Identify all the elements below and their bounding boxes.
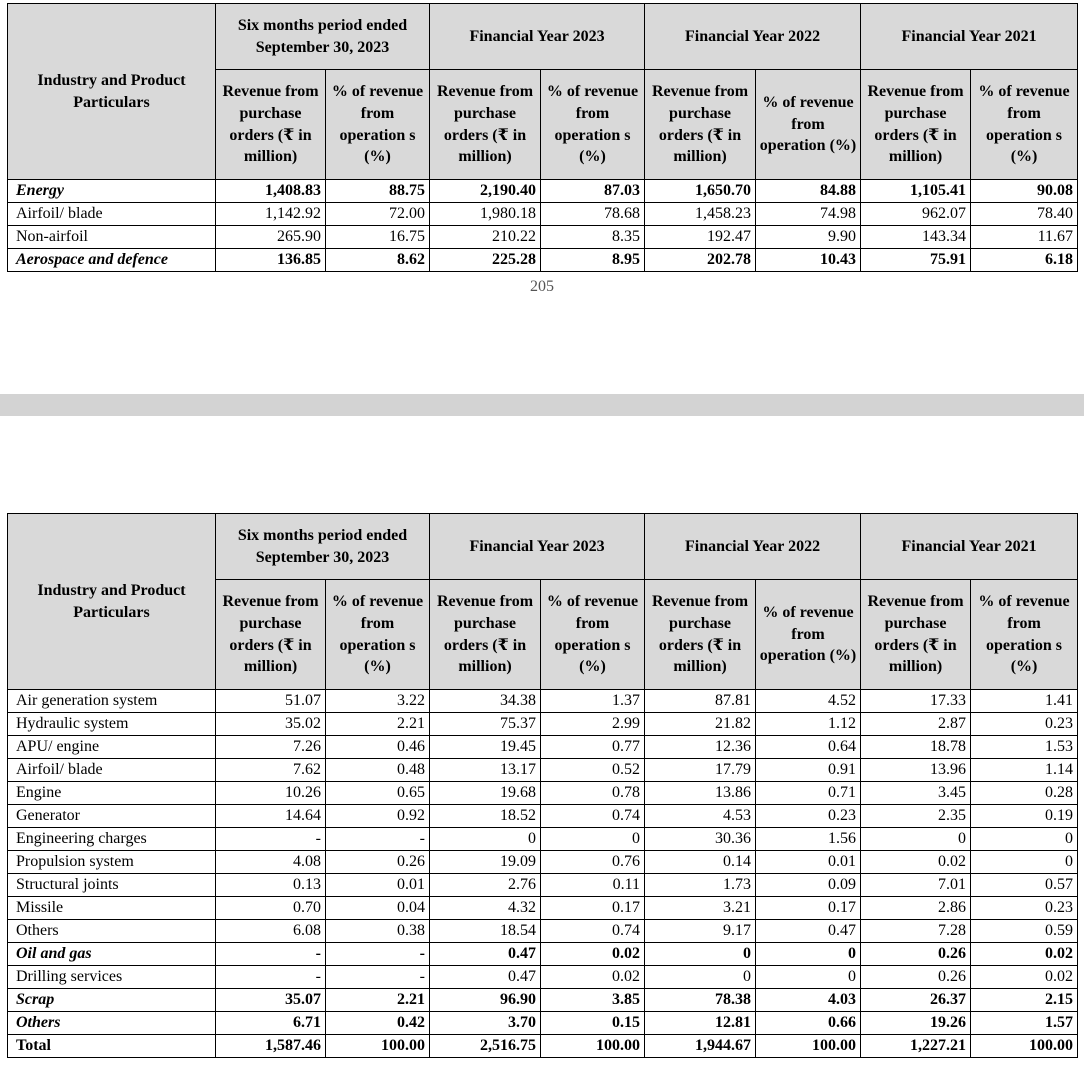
- revenue-cell: 0: [430, 828, 541, 851]
- percent-cell: 88.75: [326, 180, 430, 203]
- percent-cell: 0: [541, 828, 645, 851]
- revenue-cell: 2,190.40: [430, 180, 541, 203]
- percent-cell: 1.41: [971, 690, 1078, 713]
- revenue-cell: 96.90: [430, 989, 541, 1012]
- percent-cell: 0.52: [541, 759, 645, 782]
- percent-cell: 2.15: [971, 989, 1078, 1012]
- revenue-subheader: Revenue from purchase orders (₹ in million): [216, 70, 326, 180]
- percent-cell: 0.46: [326, 736, 430, 759]
- percent-cell: 0.23: [756, 805, 861, 828]
- revenue-cell: 10.26: [216, 782, 326, 805]
- revenue-cell: 21.82: [645, 713, 756, 736]
- table-row: [8, 1012, 1078, 1035]
- revenue-subheader: Revenue from purchase orders (₹ in million): [861, 70, 971, 180]
- percent-cell: 0.02: [541, 966, 645, 989]
- revenue-cell: 1,408.83: [216, 180, 326, 203]
- percent-cell: 100.00: [541, 1035, 645, 1058]
- period-header-fy2023: Financial Year 2023: [430, 514, 645, 580]
- percent-cell: 1.53: [971, 736, 1078, 759]
- page-number: 205: [530, 278, 554, 295]
- revenue-cell: 1.73: [645, 874, 756, 897]
- revenue-cell: 1,944.67: [645, 1035, 756, 1058]
- percent-cell: 1.12: [756, 713, 861, 736]
- table-row: [8, 226, 1078, 249]
- industry-column-header: Industry and Product Particulars: [8, 514, 216, 690]
- revenue-subheader: Revenue from purchase orders (₹ in million): [861, 580, 971, 690]
- revenue-cell: 19.26: [861, 1012, 971, 1035]
- revenue-cell: 0: [645, 943, 756, 966]
- percent-cell: -: [326, 828, 430, 851]
- period-header-h1-2024: Six months period ended September 30, 2023: [216, 4, 430, 70]
- percent-cell: 0.47: [756, 920, 861, 943]
- revenue-cell: 2.86: [861, 897, 971, 920]
- percent-cell: -: [326, 943, 430, 966]
- revenue-cell: 18.52: [430, 805, 541, 828]
- percent-subheader: % of revenue from operation s (%): [971, 70, 1078, 180]
- revenue-cell: 1,587.46: [216, 1035, 326, 1058]
- percent-cell: 0.28: [971, 782, 1078, 805]
- percent-cell: 0.48: [326, 759, 430, 782]
- row-label: Non-airfoil: [8, 226, 216, 249]
- revenue-cell: 225.28: [430, 249, 541, 272]
- revenue-subheader: Revenue from purchase orders (₹ in million): [430, 580, 541, 690]
- percent-subheader: % of revenue from operation s (%): [326, 580, 430, 690]
- revenue-cell: 1,105.41: [861, 180, 971, 203]
- percent-cell: 0.76: [541, 851, 645, 874]
- revenue-cell: 7.62: [216, 759, 326, 782]
- table-row: [8, 180, 1078, 203]
- revenue-cell: 0.14: [645, 851, 756, 874]
- percent-cell: 0.02: [541, 943, 645, 966]
- revenue-cell: 78.38: [645, 989, 756, 1012]
- revenue-cell: 0.26: [861, 966, 971, 989]
- percent-cell: 72.00: [326, 203, 430, 226]
- percent-cell: 0.92: [326, 805, 430, 828]
- percent-cell: 0.77: [541, 736, 645, 759]
- percent-subheader: % of revenue from operation s (%): [541, 580, 645, 690]
- percent-cell: 2.99: [541, 713, 645, 736]
- table-row: [8, 920, 1078, 943]
- percent-cell: 11.67: [971, 226, 1078, 249]
- revenue-cell: 210.22: [430, 226, 541, 249]
- percent-cell: 2.21: [326, 713, 430, 736]
- percent-cell: 0.01: [326, 874, 430, 897]
- revenue-cell: 19.45: [430, 736, 541, 759]
- revenue-cell: 962.07: [861, 203, 971, 226]
- revenue-cell: 202.78: [645, 249, 756, 272]
- percent-cell: 8.95: [541, 249, 645, 272]
- revenue-cell: 14.64: [216, 805, 326, 828]
- revenue-cell: 0.70: [216, 897, 326, 920]
- revenue-cell: 7.28: [861, 920, 971, 943]
- row-label: APU/ engine: [8, 736, 216, 759]
- revenue-cell: 4.32: [430, 897, 541, 920]
- percent-cell: 0.11: [541, 874, 645, 897]
- revenue-cell: 26.37: [861, 989, 971, 1012]
- revenue-cell: 136.85: [216, 249, 326, 272]
- percent-cell: 8.35: [541, 226, 645, 249]
- row-label: Hydraulic system: [8, 713, 216, 736]
- revenue-cell: 0.47: [430, 943, 541, 966]
- revenue-cell: 13.86: [645, 782, 756, 805]
- row-label: Others: [8, 920, 216, 943]
- percent-subheader: % of revenue from operation s (%): [326, 70, 430, 180]
- revenue-cell: 0.26: [861, 943, 971, 966]
- revenue-cell: 1,458.23: [645, 203, 756, 226]
- percent-cell: 0.38: [326, 920, 430, 943]
- revenue-cell: 19.68: [430, 782, 541, 805]
- percent-cell: 0.23: [971, 713, 1078, 736]
- period-header-fy2022: Financial Year 2022: [645, 4, 861, 70]
- revenue-cell: 51.07: [216, 690, 326, 713]
- row-label: Air generation system: [8, 690, 216, 713]
- percent-cell: 100.00: [326, 1035, 430, 1058]
- percent-cell: 8.62: [326, 249, 430, 272]
- percent-cell: 1.14: [971, 759, 1078, 782]
- percent-cell: 0.19: [971, 805, 1078, 828]
- percent-cell: 0.74: [541, 920, 645, 943]
- percent-cell: 87.03: [541, 180, 645, 203]
- revenue-cell: 7.26: [216, 736, 326, 759]
- table-row: [8, 943, 1078, 966]
- percent-cell: 4.52: [756, 690, 861, 713]
- percent-cell: 100.00: [971, 1035, 1078, 1058]
- percent-cell: 100.00: [756, 1035, 861, 1058]
- percent-cell: 0.09: [756, 874, 861, 897]
- percent-cell: 0.02: [971, 966, 1078, 989]
- revenue-cell: 2.35: [861, 805, 971, 828]
- percent-cell: 90.08: [971, 180, 1078, 203]
- table-body: [8, 180, 1078, 272]
- row-label: Scrap: [8, 989, 216, 1012]
- percent-cell: 4.03: [756, 989, 861, 1012]
- revenue-cell: 0.02: [861, 851, 971, 874]
- revenue-cell: 265.90: [216, 226, 326, 249]
- percent-cell: 3.22: [326, 690, 430, 713]
- revenue-cell: 4.08: [216, 851, 326, 874]
- row-label: Drilling services: [8, 966, 216, 989]
- percent-cell: 0: [971, 828, 1078, 851]
- percent-cell: 0.71: [756, 782, 861, 805]
- revenue-cell: 30.36: [645, 828, 756, 851]
- percent-cell: 2.21: [326, 989, 430, 1012]
- percent-cell: 78.68: [541, 203, 645, 226]
- revenue-cell: 0.47: [430, 966, 541, 989]
- row-label: Total: [8, 1035, 216, 1058]
- row-label: Engine: [8, 782, 216, 805]
- period-header-fy2021: Financial Year 2021: [861, 4, 1078, 70]
- period-header-h1-2024: Six months period ended September 30, 2023: [216, 514, 430, 580]
- revenue-cell: 19.09: [430, 851, 541, 874]
- percent-subheader: % of revenue from operation s (%): [541, 70, 645, 180]
- percent-cell: 0.91: [756, 759, 861, 782]
- percent-cell: 0.17: [756, 897, 861, 920]
- revenue-cell: 1,650.70: [645, 180, 756, 203]
- percent-cell: -: [326, 966, 430, 989]
- table-row: [8, 989, 1078, 1012]
- revenue-cell: 3.21: [645, 897, 756, 920]
- percent-cell: 74.98: [756, 203, 861, 226]
- table-row: [8, 1035, 1078, 1058]
- revenue-cell: 3.70: [430, 1012, 541, 1035]
- revenue-cell: 2.76: [430, 874, 541, 897]
- revenue-cell: 7.01: [861, 874, 971, 897]
- table-row: [8, 759, 1078, 782]
- row-label: Others: [8, 1012, 216, 1035]
- percent-cell: 1.37: [541, 690, 645, 713]
- percent-cell: 0.57: [971, 874, 1078, 897]
- revenue-cell: 1,227.21: [861, 1035, 971, 1058]
- revenue-cell: 12.81: [645, 1012, 756, 1035]
- row-label: Oil and gas: [8, 943, 216, 966]
- period-header-fy2022: Financial Year 2022: [645, 514, 861, 580]
- percent-cell: 0.26: [326, 851, 430, 874]
- percent-cell: 1.57: [971, 1012, 1078, 1035]
- percent-cell: 0.65: [326, 782, 430, 805]
- percent-cell: 0: [756, 966, 861, 989]
- period-header-fy2021: Financial Year 2021: [861, 514, 1078, 580]
- row-label: Aerospace and defence: [8, 249, 216, 272]
- percent-cell: 78.40: [971, 203, 1078, 226]
- industry-column-header: Industry and Product Particulars: [8, 4, 216, 180]
- table-row: [8, 851, 1078, 874]
- percent-cell: 0.15: [541, 1012, 645, 1035]
- percent-cell: 0.23: [971, 897, 1078, 920]
- revenue-cell: 75.37: [430, 713, 541, 736]
- row-label: Missile: [8, 897, 216, 920]
- percent-cell: 0.17: [541, 897, 645, 920]
- revenue-cell: 13.96: [861, 759, 971, 782]
- product-revenue-table-energy: [7, 3, 1078, 272]
- revenue-cell: 75.91: [861, 249, 971, 272]
- percent-cell: 0.02: [971, 943, 1078, 966]
- percent-cell: 0.78: [541, 782, 645, 805]
- revenue-subheader: Revenue from purchase orders (₹ in million): [216, 580, 326, 690]
- table-row: [8, 713, 1078, 736]
- row-label: Generator: [8, 805, 216, 828]
- percent-subheader: % of revenue from operation (%): [756, 70, 861, 180]
- percent-cell: 84.88: [756, 180, 861, 203]
- table-row: [8, 249, 1078, 272]
- percent-cell: 0.01: [756, 851, 861, 874]
- percent-cell: 0.59: [971, 920, 1078, 943]
- percent-cell: 0: [756, 943, 861, 966]
- table-row: [8, 805, 1078, 828]
- revenue-subheader: Revenue from purchase orders (₹ in million): [645, 70, 756, 180]
- table-row: [8, 203, 1078, 226]
- revenue-cell: 0: [861, 828, 971, 851]
- revenue-cell: 143.34: [861, 226, 971, 249]
- table-row: [8, 966, 1078, 989]
- revenue-cell: 2.87: [861, 713, 971, 736]
- revenue-cell: 18.54: [430, 920, 541, 943]
- table-row: [8, 782, 1078, 805]
- revenue-cell: 18.78: [861, 736, 971, 759]
- revenue-cell: 17.33: [861, 690, 971, 713]
- row-label: Propulsion system: [8, 851, 216, 874]
- revenue-cell: 13.17: [430, 759, 541, 782]
- revenue-cell: 1,142.92: [216, 203, 326, 226]
- percent-cell: 9.90: [756, 226, 861, 249]
- percent-cell: 0.04: [326, 897, 430, 920]
- revenue-cell: 2,516.75: [430, 1035, 541, 1058]
- period-header-fy2023: Financial Year 2023: [430, 4, 645, 70]
- revenue-cell: 192.47: [645, 226, 756, 249]
- percent-cell: 0.64: [756, 736, 861, 759]
- revenue-cell: 6.08: [216, 920, 326, 943]
- table-row: [8, 690, 1078, 713]
- table-row: [8, 897, 1078, 920]
- revenue-cell: -: [216, 943, 326, 966]
- row-label: Airfoil/ blade: [8, 203, 216, 226]
- revenue-cell: 12.36: [645, 736, 756, 759]
- percent-subheader: % of revenue from operation (%): [756, 580, 861, 690]
- page-separator: [0, 394, 1084, 416]
- revenue-subheader: Revenue from purchase orders (₹ in million): [645, 580, 756, 690]
- percent-cell: 0.74: [541, 805, 645, 828]
- row-label: Structural joints: [8, 874, 216, 897]
- revenue-cell: 35.07: [216, 989, 326, 1012]
- row-label: Engineering charges: [8, 828, 216, 851]
- revenue-subheader: Revenue from purchase orders (₹ in million): [430, 70, 541, 180]
- row-label: Energy: [8, 180, 216, 203]
- revenue-cell: 17.79: [645, 759, 756, 782]
- percent-cell: 0.42: [326, 1012, 430, 1035]
- percent-cell: 0.66: [756, 1012, 861, 1035]
- percent-cell: 16.75: [326, 226, 430, 249]
- revenue-cell: 0: [645, 966, 756, 989]
- revenue-cell: -: [216, 966, 326, 989]
- revenue-cell: 3.45: [861, 782, 971, 805]
- percent-cell: 6.18: [971, 249, 1078, 272]
- table-row: [8, 828, 1078, 851]
- revenue-cell: 0.13: [216, 874, 326, 897]
- percent-cell: 1.56: [756, 828, 861, 851]
- revenue-cell: 1,980.18: [430, 203, 541, 226]
- revenue-cell: 34.38: [430, 690, 541, 713]
- percent-cell: 10.43: [756, 249, 861, 272]
- revenue-cell: 87.81: [645, 690, 756, 713]
- table-row: [8, 736, 1078, 759]
- table-body: [8, 690, 1078, 1058]
- revenue-cell: -: [216, 828, 326, 851]
- revenue-cell: 9.17: [645, 920, 756, 943]
- row-label: Airfoil/ blade: [8, 759, 216, 782]
- product-revenue-table-aerospace: [7, 513, 1078, 1058]
- percent-cell: 0: [971, 851, 1078, 874]
- table-row: [8, 874, 1078, 897]
- revenue-cell: 35.02: [216, 713, 326, 736]
- percent-cell: 3.85: [541, 989, 645, 1012]
- revenue-cell: 6.71: [216, 1012, 326, 1035]
- percent-subheader: % of revenue from operation s (%): [971, 580, 1078, 690]
- revenue-cell: 4.53: [645, 805, 756, 828]
